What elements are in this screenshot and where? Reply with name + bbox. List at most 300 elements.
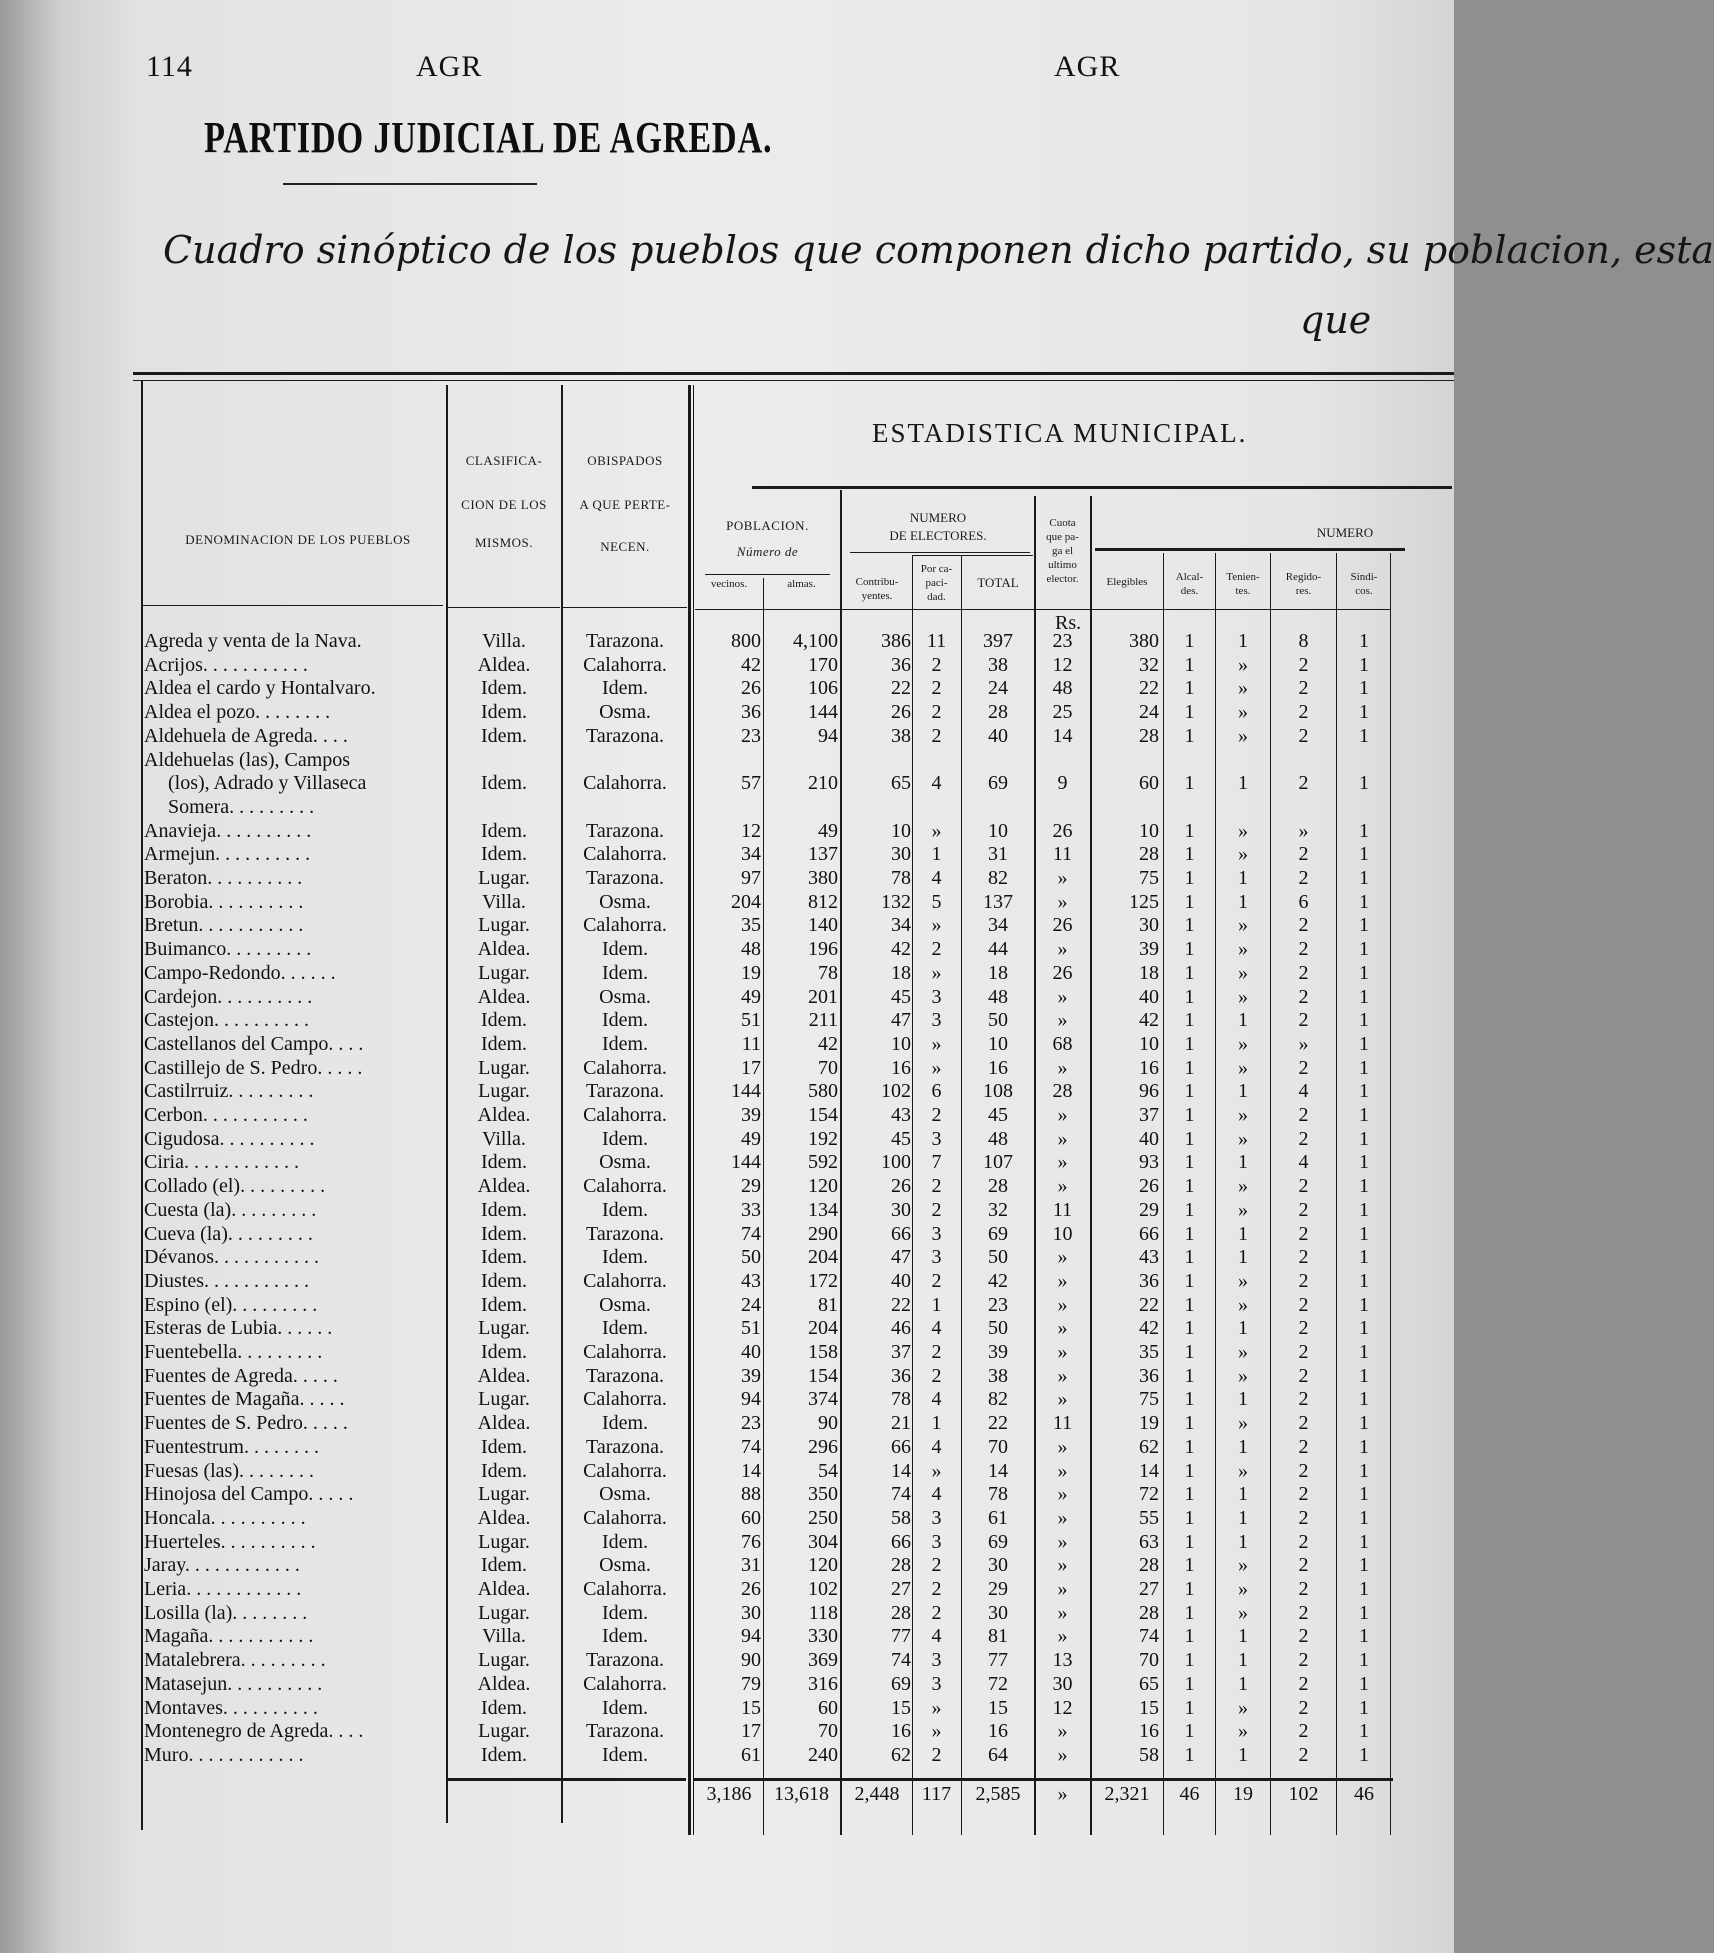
capac-cell: » [931, 1696, 942, 1719]
eleg-cell: 37 [1139, 1104, 1159, 1126]
total-cell: 18 [988, 961, 1008, 984]
alm-cell: 120 [808, 1554, 838, 1577]
clasificacion-cell: Lugar. [478, 867, 530, 889]
contrib-cell: 38 [891, 724, 911, 747]
alc-cell: 1 [1184, 1317, 1195, 1340]
town-name: Agreda y venta de la Nava. [144, 630, 362, 652]
total-cell: 22 [988, 1412, 1008, 1435]
ten-cell: » [1238, 1459, 1248, 1482]
vec-cell: 204 [731, 890, 761, 913]
cuota-cell: 13 [1052, 1649, 1073, 1672]
ten-cell: » [1238, 724, 1248, 747]
header-clas-2: CION DE LOS [461, 497, 547, 512]
alc-cell: 1 [1184, 1554, 1195, 1577]
total-cell: 77 [988, 1649, 1008, 1672]
capac-cell: » [931, 961, 942, 984]
contrib-cell: 37 [891, 1341, 911, 1363]
clasificacion-cell: Idem. [480, 724, 528, 747]
capac-cell: 4 [931, 867, 942, 889]
eleg-cell: 75 [1139, 1388, 1159, 1411]
eleg-cell: 22 [1139, 677, 1159, 700]
alc-cell: 1 [1184, 1246, 1195, 1269]
alm-cell: 106 [808, 677, 838, 700]
total-cell: 38 [988, 1364, 1008, 1387]
alm-cell: 81 [818, 1293, 838, 1316]
alm-cell: 812 [808, 890, 838, 913]
town-name: Cigudosa. . . . . . . . . . [144, 1127, 315, 1150]
vec-cell: 94 [741, 1625, 761, 1648]
total-cell: 78 [988, 1483, 1008, 1506]
cuota-cell: » [1057, 1743, 1068, 1766]
sind-cell: 1 [1359, 772, 1369, 795]
clasificacion-cell: Aldea. [477, 1364, 531, 1387]
reg-cell: 4 [1298, 1151, 1309, 1174]
alm-cell: 240 [808, 1743, 838, 1766]
sind-cell: 1 [1359, 1246, 1369, 1269]
total-cell: 64 [988, 1743, 1008, 1766]
cuota-cell: » [1057, 1388, 1068, 1411]
town-name: Fuentes de Agreda. . . . . [144, 1364, 338, 1387]
alm-cell: 192 [808, 1127, 838, 1150]
header-alcaldes-1: Alcal- [1175, 571, 1204, 583]
left-guide-word: AGR [416, 50, 483, 83]
vec-cell: 74 [741, 1435, 761, 1458]
col-divider-eleg [1163, 553, 1164, 1835]
contrib-cell: 43 [891, 1104, 911, 1126]
numero-brace [1095, 548, 1405, 551]
subtitle-line-1: Cuadro sinóptico de los pueblos que componen dicho partido, su poblacion, esta [163, 228, 1714, 272]
clasificacion-cell: Idem. [480, 1198, 528, 1221]
cuota-cell: » [1057, 1459, 1068, 1482]
contrib-cell: 74 [891, 1649, 911, 1672]
capac-cell: 2 [931, 1601, 942, 1624]
contrib-cell: 26 [891, 1175, 911, 1198]
vec-cell: 49 [741, 985, 761, 1008]
sind-cell: 1 [1359, 1127, 1369, 1150]
vec-cell: 57 [741, 772, 761, 795]
vec-cell: 35 [741, 914, 761, 937]
capac-cell: 2 [931, 653, 942, 676]
sind-cell: 1 [1359, 701, 1369, 724]
obispado-cell: Idem. [601, 1009, 649, 1032]
town-name: Borobia. . . . . . . . . . [144, 890, 304, 913]
reg-cell: 2 [1298, 1672, 1309, 1695]
total-cell: 23 [988, 1293, 1008, 1316]
contrib-cell: 14 [891, 1459, 911, 1482]
alc-cell: 1 [1184, 1530, 1195, 1553]
town-name: Losilla (la). . . . . . . . [144, 1601, 308, 1624]
total-cell: 61 [988, 1506, 1008, 1529]
alm-cell: 158 [808, 1341, 838, 1363]
reg-cell: 6 [1298, 890, 1309, 913]
col-divider-capac [961, 555, 962, 1835]
capac-cell: » [931, 914, 942, 937]
obispado-cell: Tarazona. [586, 1364, 664, 1387]
contrib-cell: 45 [891, 985, 911, 1008]
contrib-cell: 22 [891, 677, 911, 700]
obispado-cell: Idem. [601, 1127, 649, 1150]
clasificacion-cell: Villa. [482, 1127, 526, 1150]
cuota-cell: » [1057, 867, 1068, 889]
vec-cell: 94 [741, 1388, 761, 1411]
ten-cell: 1 [1238, 1649, 1248, 1672]
header-vecinos: vecinos. [710, 578, 748, 590]
reg-cell: 8 [1298, 630, 1309, 652]
cuota-cell: 23 [1052, 630, 1073, 652]
total-vecinos: 3,186 [706, 1783, 752, 1805]
sind-cell: 1 [1359, 1104, 1369, 1126]
obispado-cell: Tarazona. [586, 1080, 664, 1103]
vec-cell: 23 [741, 1412, 761, 1435]
alm-cell: 134 [808, 1198, 838, 1221]
clasificacion-cell: Idem. [480, 1269, 528, 1292]
contrib-cell: 78 [891, 1388, 911, 1411]
obispado-cell: Idem. [601, 1625, 649, 1648]
vec-cell: 24 [741, 1293, 761, 1316]
clasificacion-cell: Aldea. [477, 1175, 531, 1198]
town-name: Castejon. . . . . . . . . . [144, 1009, 309, 1032]
clasificacion-cell: Aldea. [477, 985, 531, 1008]
reg-cell: 2 [1298, 772, 1309, 795]
capac-cell: 1 [931, 843, 942, 866]
alc-cell: 1 [1184, 1222, 1195, 1245]
header-tenientes-2: tes. [1235, 585, 1251, 597]
capac-cell: 2 [931, 1578, 942, 1600]
alc-cell: 1 [1184, 1151, 1195, 1174]
alc-cell: 1 [1184, 1080, 1195, 1103]
vec-cell: 43 [741, 1269, 761, 1292]
vec-cell: 74 [741, 1222, 761, 1245]
cuota-cell: 48 [1052, 677, 1073, 700]
total-cell: 45 [988, 1104, 1008, 1126]
sind-cell: 1 [1359, 1459, 1369, 1482]
total-cell: 16 [988, 1056, 1008, 1079]
town-name: Campo-Redondo. . . . . . [144, 961, 336, 984]
clasificacion-cell: Idem. [480, 1696, 528, 1719]
clasificacion-cell: Lugar. [478, 914, 530, 937]
cuota-cell: 11 [1052, 1412, 1073, 1435]
reg-cell: 2 [1298, 1198, 1309, 1221]
total-cell: 16 [988, 1720, 1008, 1743]
total-cell: 34 [988, 914, 1008, 937]
eleg-cell: 10 [1139, 1032, 1159, 1055]
vec-cell: 17 [741, 1056, 761, 1079]
capac-cell: 1 [931, 1412, 942, 1435]
sind-cell: 1 [1359, 1175, 1369, 1198]
total-cell: 38 [988, 653, 1008, 676]
reg-cell: 2 [1298, 724, 1309, 747]
alm-cell: 204 [808, 1246, 838, 1269]
ten-cell: 1 [1238, 630, 1248, 652]
sind-cell: 1 [1359, 1341, 1369, 1363]
obispado-cell: Idem. [601, 1530, 649, 1553]
sind-cell: 1 [1359, 1554, 1369, 1577]
capac-cell: 3 [931, 1127, 942, 1150]
reg-cell: » [1298, 1032, 1309, 1055]
col-divider-alm [840, 490, 842, 1835]
eleg-cell: 66 [1139, 1222, 1159, 1245]
vec-cell: 26 [741, 677, 761, 700]
ten-cell: 1 [1238, 1743, 1248, 1766]
vec-cell: 40 [741, 1341, 761, 1363]
sind-cell: 1 [1359, 843, 1369, 866]
alc-cell: 1 [1184, 914, 1195, 937]
town-name-cont: (los), Adrado y Villaseca [168, 772, 367, 795]
clasificacion-cell: Lugar. [478, 1388, 530, 1411]
cuota-cell: 10 [1052, 1222, 1073, 1245]
obispado-cell: Idem. [601, 961, 649, 984]
contrib-cell: 47 [891, 1246, 911, 1269]
clasificacion-cell: Lugar. [478, 1056, 530, 1079]
vec-cell: 34 [741, 843, 761, 866]
vec-cell: 51 [741, 1317, 761, 1340]
eleg-cell: 24 [1139, 701, 1159, 724]
ten-cell: » [1238, 819, 1248, 842]
reg-cell: 2 [1298, 1649, 1309, 1672]
cuota-cell: » [1057, 1578, 1068, 1600]
ten-cell: » [1238, 1198, 1248, 1221]
obispado-cell: Tarazona. [586, 724, 664, 747]
contrib-cell: 102 [881, 1080, 911, 1103]
contrib-cell: 74 [891, 1483, 911, 1506]
sind-cell: 1 [1359, 1412, 1369, 1435]
capac-cell: 7 [931, 1151, 942, 1174]
clasificacion-cell: Idem. [480, 1151, 528, 1174]
obispado-cell: Idem. [601, 677, 649, 700]
capac-cell: 3 [931, 985, 942, 1008]
ten-cell: 1 [1238, 772, 1248, 795]
clasificacion-cell: Aldea. [477, 653, 531, 676]
ten-cell: » [1238, 1720, 1248, 1743]
obispado-cell: Tarazona. [586, 819, 664, 842]
col-divider-reg [1336, 553, 1337, 1835]
obispado-cell: Calahorra. [583, 1506, 667, 1529]
clasificacion-cell: Lugar. [478, 961, 530, 984]
cuota-cell: » [1057, 1127, 1068, 1150]
vec-cell: 17 [741, 1720, 761, 1743]
total-cell: 137 [983, 890, 1013, 913]
ten-cell: 1 [1238, 867, 1248, 889]
sind-cell: 1 [1359, 1080, 1369, 1103]
alc-cell: 1 [1184, 1720, 1195, 1743]
eleg-cell: 18 [1139, 961, 1159, 984]
town-name: Montenegro de Agreda. . . . [144, 1720, 364, 1743]
header-regidores-2: res. [1295, 585, 1312, 597]
alc-cell: 1 [1184, 1056, 1195, 1079]
eleg-cell: 29 [1139, 1198, 1159, 1221]
alc-cell: 1 [1184, 843, 1195, 866]
alm-cell: 42 [818, 1032, 838, 1055]
cuota-cell: » [1057, 1175, 1068, 1198]
sind-cell: 1 [1359, 1530, 1369, 1553]
ten-cell: » [1238, 701, 1248, 724]
reg-cell: 2 [1298, 1554, 1309, 1577]
obispado-cell: Osma. [599, 1483, 651, 1506]
clasificacion-cell: Idem. [480, 819, 528, 842]
ten-cell: 1 [1238, 890, 1248, 913]
cuota-cell: 11 [1052, 843, 1073, 866]
obispado-cell: Osma. [599, 1554, 651, 1577]
page-number: 114 [146, 50, 193, 83]
town-name: Diustes. . . . . . . . . . . [144, 1269, 309, 1292]
capac-cell: 2 [931, 1554, 942, 1577]
sind-cell: 1 [1359, 890, 1369, 913]
eleg-cell: 55 [1139, 1506, 1159, 1529]
sind-cell: 1 [1359, 961, 1369, 984]
sind-cell: 1 [1359, 985, 1369, 1008]
contrib-cell: 62 [891, 1743, 911, 1766]
alm-cell: 196 [808, 938, 838, 961]
cuota-cell: » [1057, 1246, 1068, 1269]
cuota-cell: » [1057, 1317, 1068, 1340]
eleg-cell: 65 [1139, 1672, 1159, 1695]
alm-cell: 330 [808, 1625, 838, 1648]
eleg-cell: 125 [1129, 890, 1159, 913]
ten-cell: 1 [1238, 1388, 1248, 1411]
cuota-cell: » [1057, 938, 1068, 961]
contrib-cell: 18 [891, 961, 911, 984]
total-cell: 15 [988, 1696, 1008, 1719]
reg-cell: 2 [1298, 843, 1309, 866]
clasificacion-cell: Idem. [480, 1435, 528, 1458]
clasificacion-cell: Villa. [482, 1625, 526, 1648]
total-cell: 50 [988, 1009, 1008, 1032]
reg-cell: 2 [1298, 1720, 1309, 1743]
cuota-cell: » [1057, 1530, 1068, 1553]
town-name: Armejun. . . . . . . . . . [144, 843, 311, 866]
alc-cell: 1 [1184, 1032, 1195, 1055]
capac-cell: 4 [931, 772, 942, 795]
alc-cell: 1 [1184, 961, 1195, 984]
ten-cell: » [1238, 1056, 1248, 1079]
total-cell: 69 [988, 772, 1008, 795]
alm-cell: 94 [818, 724, 838, 747]
cuota-cell: » [1057, 1435, 1068, 1458]
total-cell: 40 [988, 724, 1008, 747]
table-top-rule [133, 372, 1454, 375]
reg-cell: 2 [1298, 1364, 1309, 1387]
contrib-cell: 66 [891, 1530, 911, 1553]
alm-cell: 70 [818, 1720, 838, 1743]
eleg-cell: 70 [1139, 1649, 1159, 1672]
ten-cell: » [1238, 1601, 1248, 1624]
town-name: Beraton. . . . . . . . . . [144, 867, 303, 889]
obispado-cell: Osma. [599, 701, 651, 724]
alm-cell: 201 [808, 985, 838, 1008]
clasificacion-cell: Idem. [480, 1032, 528, 1055]
capac-cell: 2 [931, 724, 942, 747]
obispado-cell: Calahorra. [583, 1578, 667, 1600]
vec-cell: 39 [741, 1104, 761, 1126]
ten-cell: 1 [1238, 1222, 1248, 1245]
table-left-border [141, 380, 143, 1830]
vec-cell: 50 [741, 1246, 761, 1269]
alc-cell: 1 [1184, 677, 1195, 700]
contrib-cell: 34 [891, 914, 911, 937]
town-name: Espino (el). . . . . . . . . [144, 1293, 318, 1316]
vec-cell: 14 [741, 1459, 761, 1482]
obispado-cell: Idem. [601, 1743, 649, 1766]
town-name: Matasejun. . . . . . . . . . [144, 1672, 323, 1695]
total-cell: 48 [988, 1127, 1008, 1150]
contrib-cell: 10 [891, 1032, 911, 1055]
obispado-cell: Idem. [601, 1246, 649, 1269]
ten-cell: 1 [1238, 1506, 1248, 1529]
reg-cell: 2 [1298, 1317, 1309, 1340]
sind-cell: 1 [1359, 819, 1369, 842]
contrib-cell: 47 [891, 1009, 911, 1032]
header-alcaldes-2: des. [1180, 585, 1199, 597]
eleg-cell: 36 [1139, 1269, 1159, 1292]
cuota-cell: » [1057, 1625, 1068, 1648]
cuota-cell: 26 [1052, 819, 1073, 842]
alm-cell: 4,100 [793, 630, 838, 652]
title-rule [283, 183, 537, 185]
sind-cell: 1 [1359, 914, 1369, 937]
alc-cell: 1 [1184, 1127, 1195, 1150]
alm-cell: 154 [808, 1364, 838, 1387]
header-sindicos-2: cos. [1355, 585, 1373, 597]
header-sindicos-1: Síndi- [1350, 571, 1378, 583]
cuota-cell: 14 [1052, 724, 1073, 747]
capac-cell: 2 [931, 1198, 942, 1221]
eleg-cell: 93 [1139, 1151, 1159, 1174]
total-cell: 44 [988, 938, 1008, 961]
ten-cell: » [1238, 938, 1248, 961]
obispado-cell: Calahorra. [583, 1269, 667, 1292]
town-name: Matalebrera. . . . . . . . . [144, 1649, 326, 1672]
total-cell: 42 [988, 1269, 1008, 1292]
sind-cell: 1 [1359, 1625, 1369, 1648]
contrib-cell: 16 [891, 1056, 911, 1079]
col-divider-sind [1390, 553, 1391, 1835]
total-cell: 69 [988, 1222, 1008, 1245]
sind-cell: 1 [1359, 1672, 1369, 1695]
alm-cell: 118 [808, 1601, 838, 1624]
alc-cell: 1 [1184, 1412, 1195, 1435]
reg-cell: 2 [1298, 1483, 1309, 1506]
ten-cell: » [1238, 1269, 1248, 1292]
obispado-cell: Calahorra. [583, 1388, 667, 1411]
contrib-cell: 15 [891, 1696, 911, 1719]
vec-cell: 31 [741, 1554, 761, 1577]
town-name: Bretun. . . . . . . . . . . [144, 914, 304, 937]
alc-cell: 1 [1184, 1009, 1195, 1032]
cuota-cell: » [1057, 1506, 1068, 1529]
contrib-cell: 27 [891, 1578, 911, 1600]
ten-cell: 1 [1238, 1530, 1248, 1553]
alc-cell: 1 [1184, 890, 1195, 913]
obispado-cell: Osma. [599, 985, 651, 1008]
capac-cell: 3 [931, 1530, 942, 1553]
town-name: Dévanos. . . . . . . . . . . [144, 1246, 319, 1269]
eleg-cell: 28 [1139, 1554, 1159, 1577]
sind-cell: 1 [1359, 1506, 1369, 1529]
total-cell: 81 [988, 1625, 1008, 1648]
capac-cell: 5 [931, 890, 942, 913]
ten-cell: » [1238, 1696, 1248, 1719]
clasificacion-cell: Aldea. [477, 1672, 531, 1695]
clasificacion-cell: Aldea. [477, 1104, 531, 1126]
contrib-cell: 10 [891, 819, 911, 842]
obispado-cell: Calahorra. [583, 843, 667, 866]
capac-cell: 4 [931, 1483, 942, 1506]
obispado-cell: Idem. [601, 938, 649, 961]
vec-cell: 19 [741, 961, 761, 984]
sind-cell: 1 [1359, 1435, 1369, 1458]
ten-cell: » [1238, 1175, 1248, 1198]
alm-cell: 304 [808, 1530, 838, 1553]
